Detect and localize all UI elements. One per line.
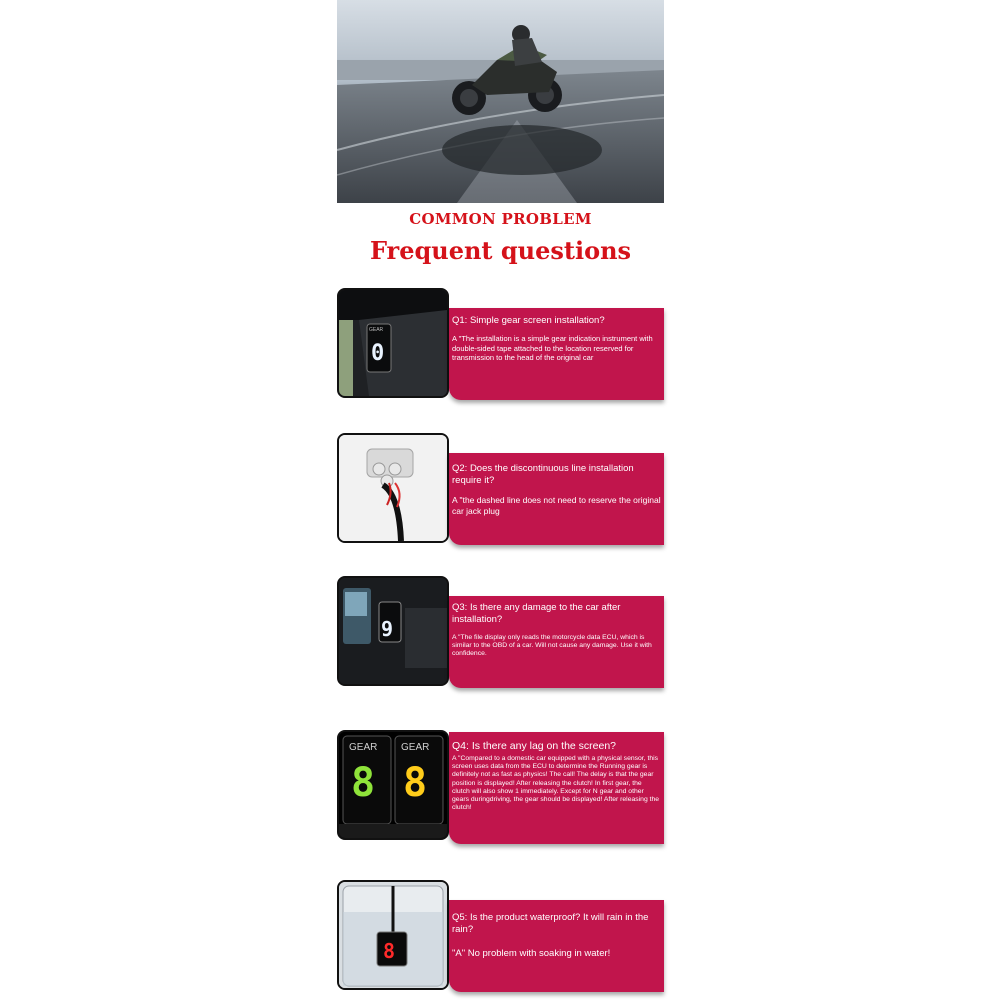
faq-image-4 <box>337 730 449 840</box>
faq-item-1 <box>337 288 664 400</box>
svg-text:GEAR: GEAR <box>369 327 384 333</box>
faq-item-3 <box>337 576 664 688</box>
faq-panel-3 <box>449 596 664 688</box>
svg-text:0: 0 <box>371 341 385 366</box>
faq-item-5 <box>337 880 664 992</box>
faq-answer-4: A "Compared to a domestic car equipped with a physical sensor, this screen uses data from the ECU to determine the Running gear is definitely not as fast as physics! The call! The delay is that the gear position is displayed! After releasing the clutch! In first gear, the clutch will also show 1 immediately. Except for N gear and other gears duringdriving, the gear should be displayed! After releasing the clutch! <box>452 755 660 812</box>
faq-image-2 <box>337 433 449 543</box>
faq-panel-1 <box>449 308 664 400</box>
gear-label-left: GEAR <box>349 742 378 753</box>
faq-panel-4 <box>449 732 664 844</box>
faq-item-2 <box>337 433 664 545</box>
faq-item-4 <box>337 730 664 842</box>
faq-answer-3: A "The file display only reads the motorcycle data ECU, which is similar to the OBD of a car. Will not cause any damage. Use it with confidence. <box>452 634 652 658</box>
svg-text:9: 9 <box>381 617 394 641</box>
section-title: Frequent questions <box>369 236 632 265</box>
motorcycle-photo <box>337 0 664 203</box>
svg-text:8: 8 <box>351 760 376 806</box>
faq-question-4: Q4: Is there any lag on the screen? <box>452 740 617 752</box>
faq-question-3: Q3: Is there any damage to the car after installation? <box>452 602 621 625</box>
svg-text:8: 8 <box>383 939 396 963</box>
faq-image-3 <box>337 576 449 686</box>
faq-image-5 <box>337 880 449 990</box>
faq-panel-2 <box>449 453 664 545</box>
hero-motorcycle-image <box>337 0 664 203</box>
faq-image-1 <box>337 288 449 398</box>
product-page <box>337 0 664 1000</box>
faq-question-2: Q2: Does the discontinuous line installation require it? <box>452 463 634 486</box>
faq-answer-1: A "The installation is a simple gear indication instrument with double-sided tape attached to the location reserved for transmission to the head of the original car <box>452 334 653 362</box>
faq-answer-2: A "the dashed line does not need to reserve the original car jack plug <box>452 495 661 516</box>
gear-label-right: GEAR <box>401 742 430 753</box>
faq-panel-5 <box>449 900 664 992</box>
svg-text:8: 8 <box>403 760 428 806</box>
section-subtitle: COMMON PROBLEM <box>409 210 592 228</box>
faq-answer-5: "A" No problem with soaking in water! <box>452 948 611 959</box>
faq-question-1: Q1: Simple gear screen installation? <box>452 315 605 326</box>
faq-question-5: Q5: Is the product waterproof? It will rain in the rain? <box>452 912 649 935</box>
